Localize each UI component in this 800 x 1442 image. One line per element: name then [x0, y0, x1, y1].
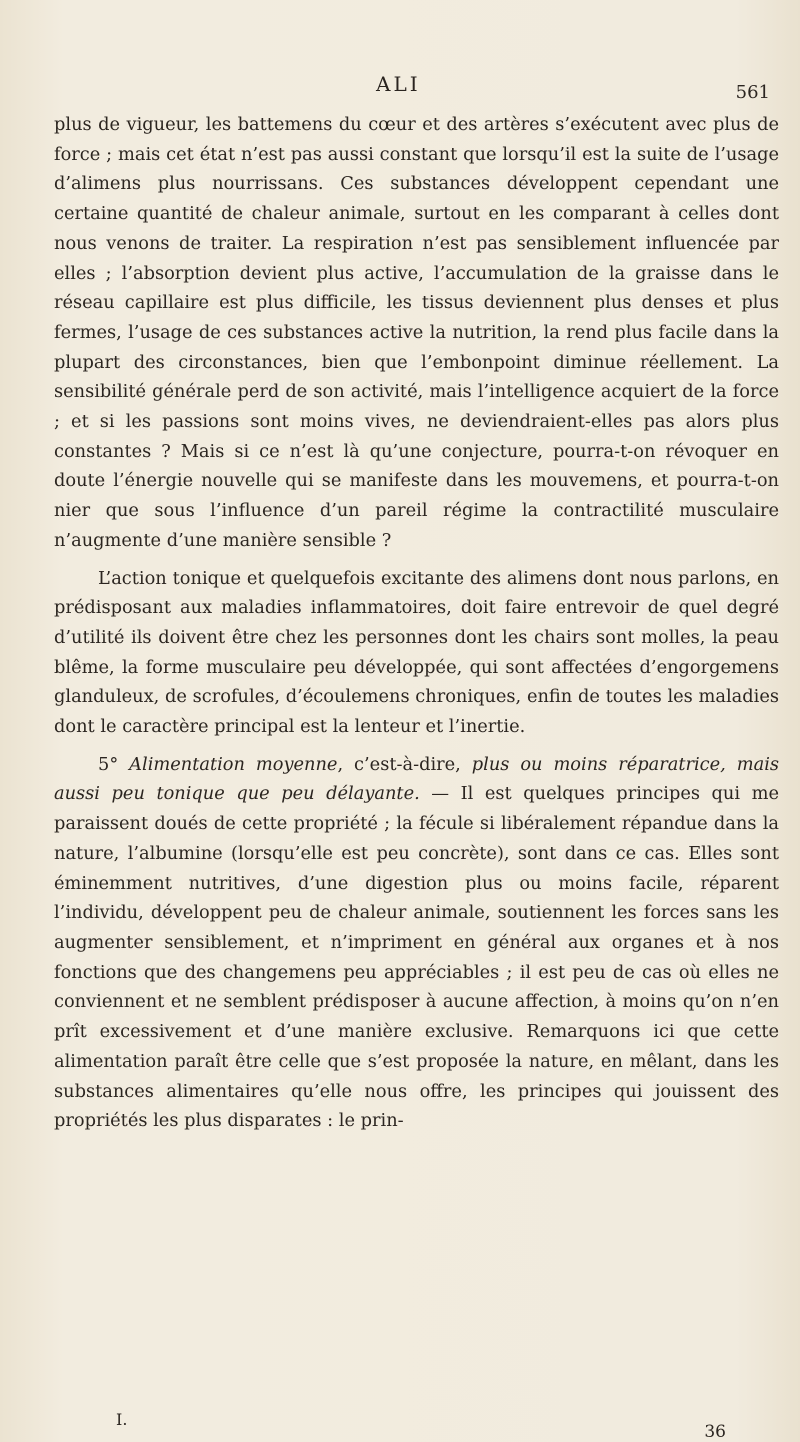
body-text: [54, 110, 779, 1136]
paragraph-1: plus de vigueur, les battemens du cœur et des artères s’exécutent avec plus de force ; mais cet état n’est pas aussi constant que lorsqu’il est la suite de l’usage d’alimens plus nourrissans. Ces substances développent cependant une certaine quantité de chaleur animale, surtout en les comparant à celles dont nous venons de traiter. La respiration n’est pas sensiblement influencée par elles ; l’absorption devient plus active, l’accumulation de la graisse dans le réseau capillaire est plus difficile, les tissus deviennent plus denses et plus fermes, l’usage de ces substances active la nutrition, la rend plus facile dans la plupart des circonstances, bien que l’embonpoint diminue réellement. La sensibilité générale perd de son activité, mais l’intelligence acquiert de la force ; et si les passions sont moins vives, ne deviendraient-elles pas alors plus constantes ? Mais si ce n’est là qu’une conjecture, pourra-t-on révoquer en doute l’énergie nouvelle qui se manifeste dans les mouvemens, et pourra-t-on nier que sous l’influence d’un pareil régime la contractilité musculaire n’augmente d’une manière sensible ?: [54, 114, 779, 551]
running-head: ALI: [376, 72, 421, 96]
section-heading: Alimentation moyenne: [129, 753, 338, 775]
page-number: 561: [735, 82, 770, 103]
page-header: [60, 72, 770, 104]
page-footer: [116, 1410, 726, 1442]
section-heading-link: , c’est-à-dire,: [337, 753, 472, 775]
paragraph-3: [54, 750, 779, 1136]
section-definition: plus ou moins réparatrice, mais aussi peu tonique que peu délayante.: [54, 753, 780, 805]
paragraph-2: L’action tonique et quelquefois excitante des alimens dont nous parlons, en prédisposant aux maladies inflammatoires, doit faire entrevoir de quel degré d’utilité ils doivent être chez les personnes dont les chairs sont molles, la peau blême, la forme musculaire peu développée, qui sont affectées d’engorgemens glanduleux, de scrofules, d’écoulemens chroniques, enfin de toutes les maladies dont le caractère principal est la lenteur et l’inertie.: [54, 567, 779, 738]
section-number: 5°: [98, 753, 119, 775]
signature-number: 36: [704, 1422, 726, 1442]
signature-mark: I.: [116, 1410, 128, 1429]
paragraph-3-text: — Il est quelques principes qui me paraissent doués de cette propriété ; la fécule si libéralement répandue dans la nature, l’albumine (lorsqu’elle est peu concrète), sont dans ce cas. Elles sont éminemment nutritives, d’une digestion plus ou moins facile, réparent l’individu, développent peu de chaleur animale, soutiennent les forces sans les augmenter sensiblement, et n’impriment en général aux organes et à nos fonctions que des changemens peu appréciables ; il est peu de cas où elles ne conviennent et ne semblent prédisposer à aucune affection, à moins qu’on n’en prît excessivement et d’une manière exclusive. Remarquons ici que cette alimentation paraît être celle que s’est proposée la nature, en mêlant, dans les substances alimentaires qu’elle nous offre, les principes qui jouissent des propriétés les plus disparates : le prin-: [54, 783, 780, 1132]
